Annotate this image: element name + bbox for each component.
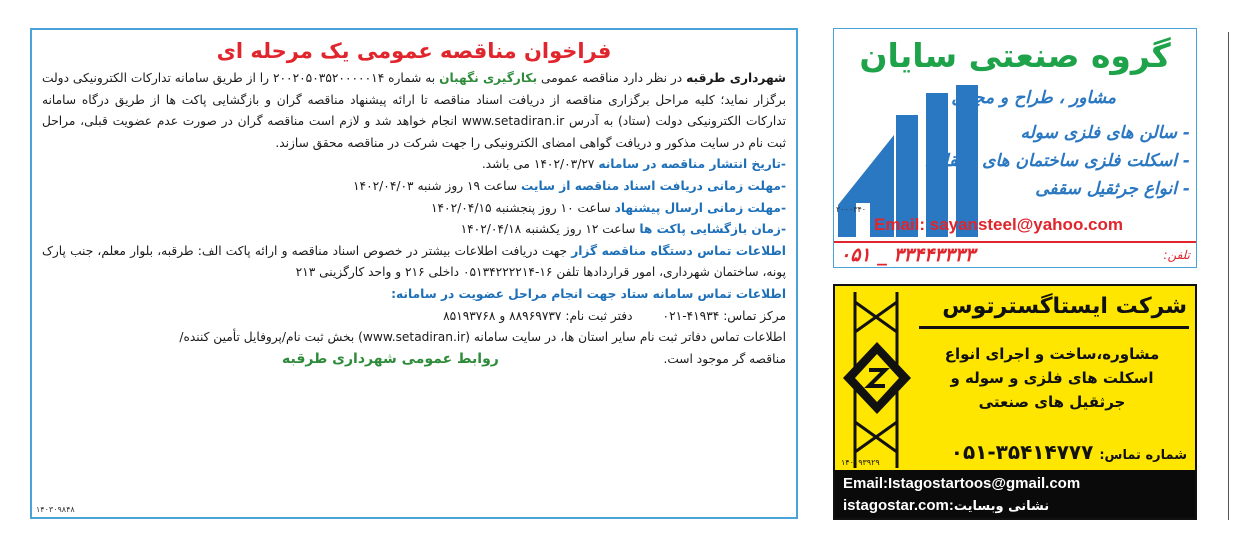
sayan-subtitle: مشاور ، طراح و مجری : [938,88,1116,108]
contact-text: جهت دریافت اطلاعات بیشتر در خصوص اسناد مناقصه و ارائه پاکت الف: طرقبه، بلوار معلم، جنب پارک پونه، ساختمان شهرداری، امور قراردادها تلفن ۱۶-۰۵۱۳۴۲۲۲۲۱۴ داخلی ۲۱۶ و واحد کارگزینی ۲۱۳ [42,243,786,280]
signature-row [42,349,786,371]
istago-website-link[interactable]: istagostar.com: [843,497,954,514]
notice-text-a: در نظر دارد مناقصه عمومی [537,71,687,85]
sayan-service-item: - انواع جرثقیل سقفی [1035,179,1190,199]
sayan-service-item: - اسکلت فلزی ساختمان های طبقاتی [924,151,1190,171]
steel-tower-logo-icon [835,292,919,468]
contact-paragraph [42,241,786,284]
istago-email-link[interactable]: Email:Istagostartoos@gmail.com [843,475,1081,492]
document-deadline-label: -مهلت زمانی دریافت اسناد مناقصه از سایت [520,178,786,193]
title-underline [919,326,1189,329]
submission-deadline-row [42,198,786,220]
notice-title: فراخوان مناقصه عمومی یک مرحله ای [216,39,612,63]
notice-text-b: به شماره ۲۰۰۲۰۵۰۳۵۲۰۰۰۰۰۱۴ را از طریق سامانه تدارکات الکترونیکی دولت برگزار نماید؛ کلیه مراحل برگزاری مناقصه از دریافت اسناد مناقصه تا ارائه پیشنهاد مناقصه گران و بازگشایی پاکت ها از طریق درگاه سامانه تدارکات الکترونیکی دولت (ستاد) به آدرس www.setadiran.ir انجام خواهد شد و لازم است مناقصه گران در صورت عدم عضویت قبلی، مراحل ثبت نام در سایت مذکور و دریافت گواهی امضای الکترونیکی را جهت شرکت در مناقصه محقق سازند. [42,71,786,150]
sayan-ad [833,28,1197,268]
submission-deadline-value: ساعت ۱۰ روز پنجشنبه ۱۴۰۲/۰۴/۱۵ [430,200,615,215]
istago-phone-row [951,440,1187,464]
signature: روابط عمومی شهرداری طرقبه [282,350,499,367]
sayan-title: گروه صنعتی سایان [859,36,1171,75]
sayan-phone[interactable]: ۰۵۱ _ ۳۳۴۴۳۳۳۳ [840,244,975,266]
publish-date-row [42,154,786,176]
istago-website-row [843,495,1187,518]
tender-subject: بکارگیری نگهبان [439,71,538,85]
sayan-service-item: - سالن های فلزی سوله [1020,123,1190,143]
istagostar-ad [833,284,1197,520]
setad-contact-row [42,306,786,328]
call-center: مرکز تماس: ۴۱۹۳۴-۰۲۱ [662,308,786,323]
sayan-phone-label: تلفن: [1163,248,1190,262]
municipality-name: شهرداری طرقبه [686,71,787,85]
istago-contact-bar [835,470,1195,520]
opening-date-label: -زمان بازگشایی پاکت ها [639,222,786,237]
publish-date-label: -تاریخ انتشار مناقصه در سامانه [598,157,786,172]
sayan-code: ۲۰۰۰۳۴۰ [836,205,867,214]
istago-desc-line: اسکلت های فلزی و سوله و [950,369,1154,387]
publish-date-value: ۱۴۰۲/۰۳/۲۷ می باشد. [481,157,599,172]
registration-office: دفتر ثبت نام: ۸۸۹۶۹۷۳۷ و ۸۵۱۹۳۷۶۸ [443,308,633,323]
setad-heading: اطلاعات تماس سامانه ستاد جهت انجام مراحل عضویت در سامانه: [391,286,786,301]
sayan-email-link[interactable]: Email: sayansteel@yahoo.com [874,215,1124,234]
notice-body-paragraph [42,68,786,154]
istago-description [923,342,1181,414]
document-deadline-value: ساعت ۱۹ روز شنبه ۱۴۰۲/۰۴/۰۳ [352,178,521,193]
istago-code: ۱۴۰۱۹۳۹۲۹ [841,458,880,467]
submission-deadline-label: -مهلت زمانی ارسال پیشنهاد [614,200,786,215]
document-deadline-row [42,176,786,198]
opening-date-value: ساعت ۱۲ روز یکشنبه ۱۴۰۲/۰۴/۱۸ [460,222,640,237]
istago-phone-label: شماره تماس: [1099,448,1187,463]
notice-code: ۱۴۰۳۰۹۸۴۸ [36,505,75,514]
offices-end: مناقصه گر موجود است. [663,351,786,366]
offices-paragraph: اطلاعات تماس دفاتر ثبت نام سایر استان ها، در سایت سامانه (www.setadiran.ir) بخش ثبت نام/پروفایل تأمین کننده/ [179,330,786,345]
istago-desc-line: مشاوره،ساخت و اجرای انواع [944,345,1160,363]
istago-phone[interactable]: ۰۵۱-۳۵۴۱۴۷۷۷ [950,440,1094,464]
opening-date-row [42,219,786,241]
istago-website-label: نشانی وبسایت [953,499,1050,514]
page-divider [1228,32,1229,520]
istago-desc-line: جرثقیل های صنعتی [978,393,1126,411]
contact-label: اطلاعات تماس دستگاه مناقصه گزار [571,243,786,258]
sayan-phone-row [834,241,1196,267]
istago-title: شرکت ایستاگسترتوس [942,294,1187,319]
sayan-services [925,119,1190,203]
tender-notice [30,28,798,519]
